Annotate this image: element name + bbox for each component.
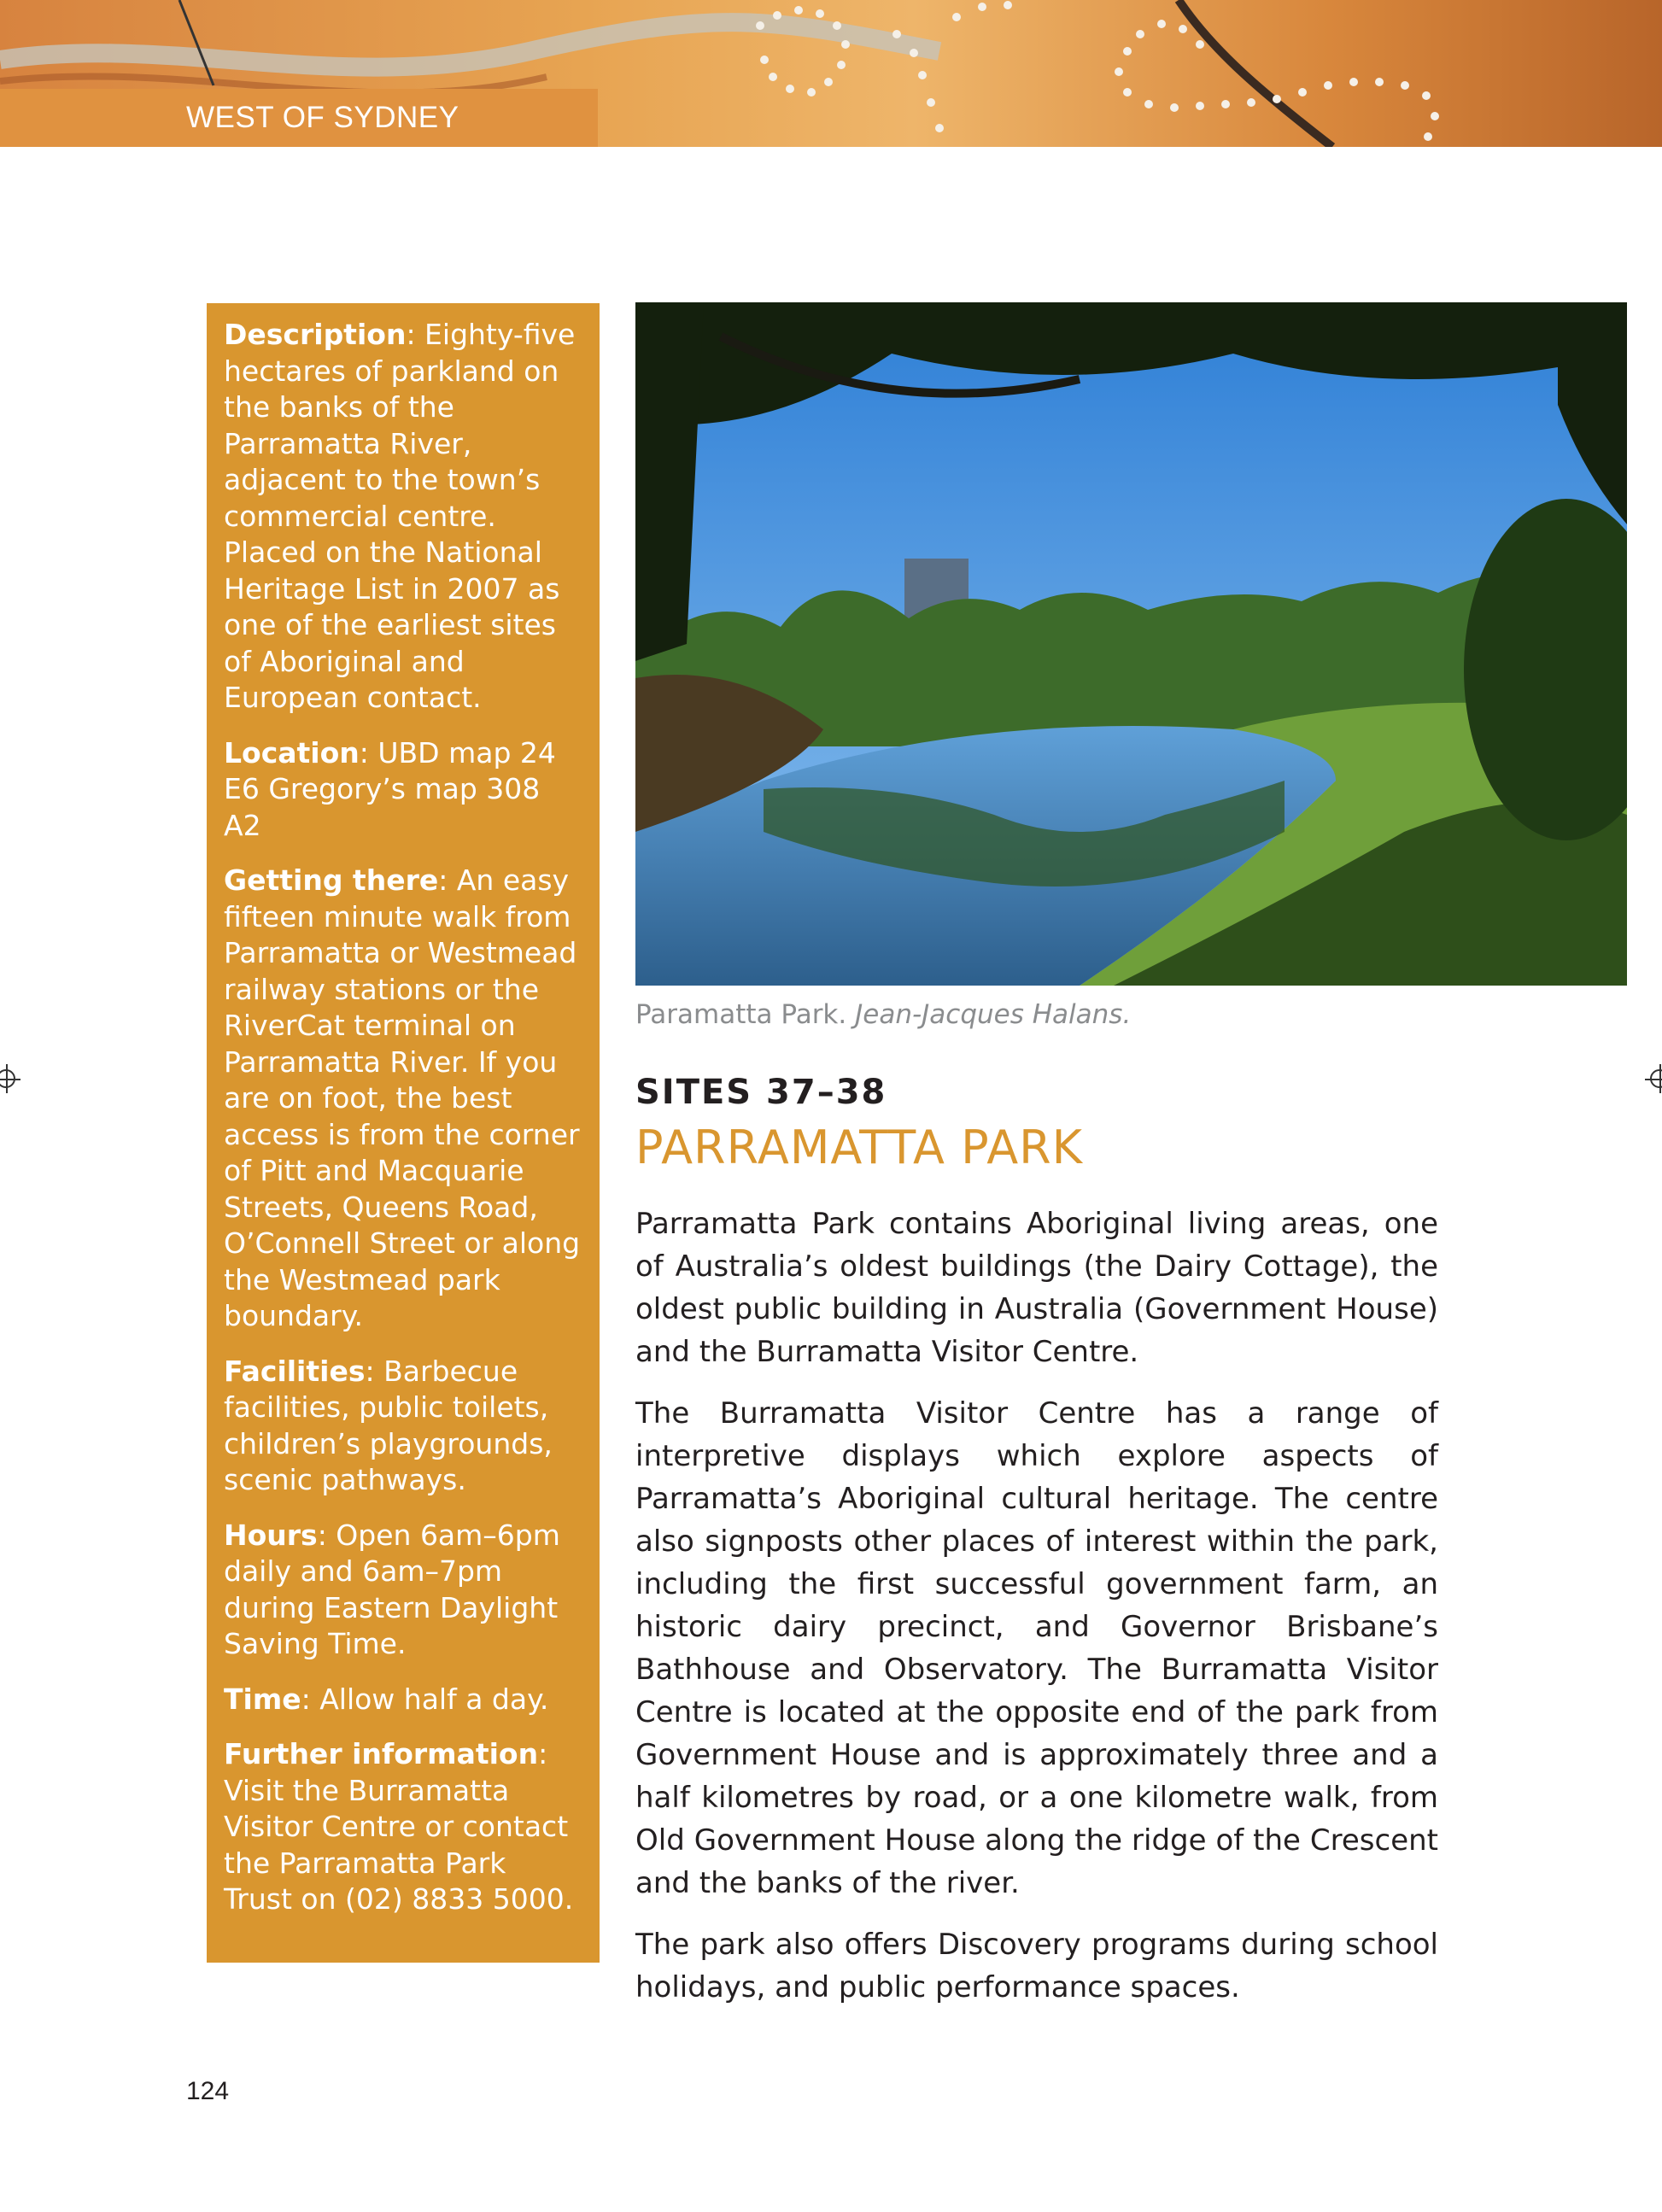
info-text: : Visit the Burramatta Visitor Centre or contact the Parramatta Park Trust on (02) 8833 5000.: [224, 1737, 574, 1916]
park-photo: [635, 302, 1627, 986]
info-facilities: [224, 1354, 582, 1499]
article-paragraph: Parramatta Park contains Aboriginal living areas, one of Australia’s oldest buildings (the Dairy Cottage), the oldest public building in Australia (Government House) and the Burramatta Visitor Centre.: [635, 1207, 1438, 1369]
info-text: : Barbecue facilities, public toilets, children’s playgrounds, scenic pathways.: [224, 1354, 553, 1496]
caption-credit: Jean-Jacques Halans.: [855, 999, 1132, 1030]
info-label: Hours: [224, 1518, 318, 1552]
section-label: WEST OF SYDNEY: [186, 101, 459, 134]
section-tab: [0, 89, 598, 147]
info-time: [224, 1682, 582, 1718]
article-paragraph: The Burramatta Visitor Centre has a range of interpretive displays which explore aspects of Parramatta’s Aboriginal cultural heritage. The centre also signposts other places of interest within the park, including the first successful government farm, an historic dairy precinct, and Governor Brisbane’s Bathhouse and Observatory. The Burramatta Visitor Centre is located at the opposite end of the park from Government House and is approximately three and a half kilometres by road, or a one kilometre walk, from Old Government House along the ridge of the Crescent and the banks of the river.: [635, 1396, 1438, 1900]
info-label: Getting there: [224, 863, 439, 897]
info-hours: [224, 1518, 582, 1663]
registration-mark-right: [1650, 1069, 1662, 1088]
sites-label: SITES 37–38: [635, 1073, 887, 1112]
article-paragraph: The park also offers Discovery programs during school holidays, and public performance spaces.: [635, 1928, 1438, 2004]
info-label: Time: [224, 1682, 301, 1716]
info-label: Further information: [224, 1737, 539, 1770]
info-text: : An easy fifteen minute walk from Parramatta or Westmead railway stations or the RiverCat terminal on Parramatta River. If you are on foot, the best access is from the corner of Pitt and Macquarie Streets, Queens Road, O’Connell Street or along the Westmead park boundary.: [224, 863, 581, 1332]
photo-caption: [635, 999, 1627, 1030]
info-location: [224, 735, 582, 845]
info-sidebar: [207, 303, 600, 1963]
info-further-information: [224, 1736, 582, 1918]
park-photo-image: [635, 302, 1627, 986]
info-getting-there: [224, 863, 582, 1335]
info-description: [224, 317, 582, 717]
registration-mark-left: [0, 1069, 15, 1088]
caption-text: Paramatta Park.: [635, 999, 856, 1030]
article-body: [635, 1203, 1438, 2028]
info-text: : UBD map 24 E6 Gregory’s map 308 A2: [224, 735, 556, 842]
info-text: : Allow half a day.: [301, 1682, 549, 1716]
info-label: Location: [224, 735, 360, 770]
info-text: : Open 6am–6pm daily and 6am–7pm during Eastern Daylight Saving Time.: [224, 1518, 560, 1660]
info-text: : Eighty-five hectares of parkland on the banks of the Parramatta River, adjacent to the town’s commercial centre. Placed on the National Heritage List in 2007 as one of the earliest sites of Aboriginal and European contact.: [224, 318, 576, 714]
info-label: Description: [224, 318, 407, 351]
info-label: Facilities: [224, 1354, 366, 1388]
page-title: PARRAMATTA PARK: [635, 1121, 1084, 1174]
page-number: 124: [186, 2077, 230, 2105]
